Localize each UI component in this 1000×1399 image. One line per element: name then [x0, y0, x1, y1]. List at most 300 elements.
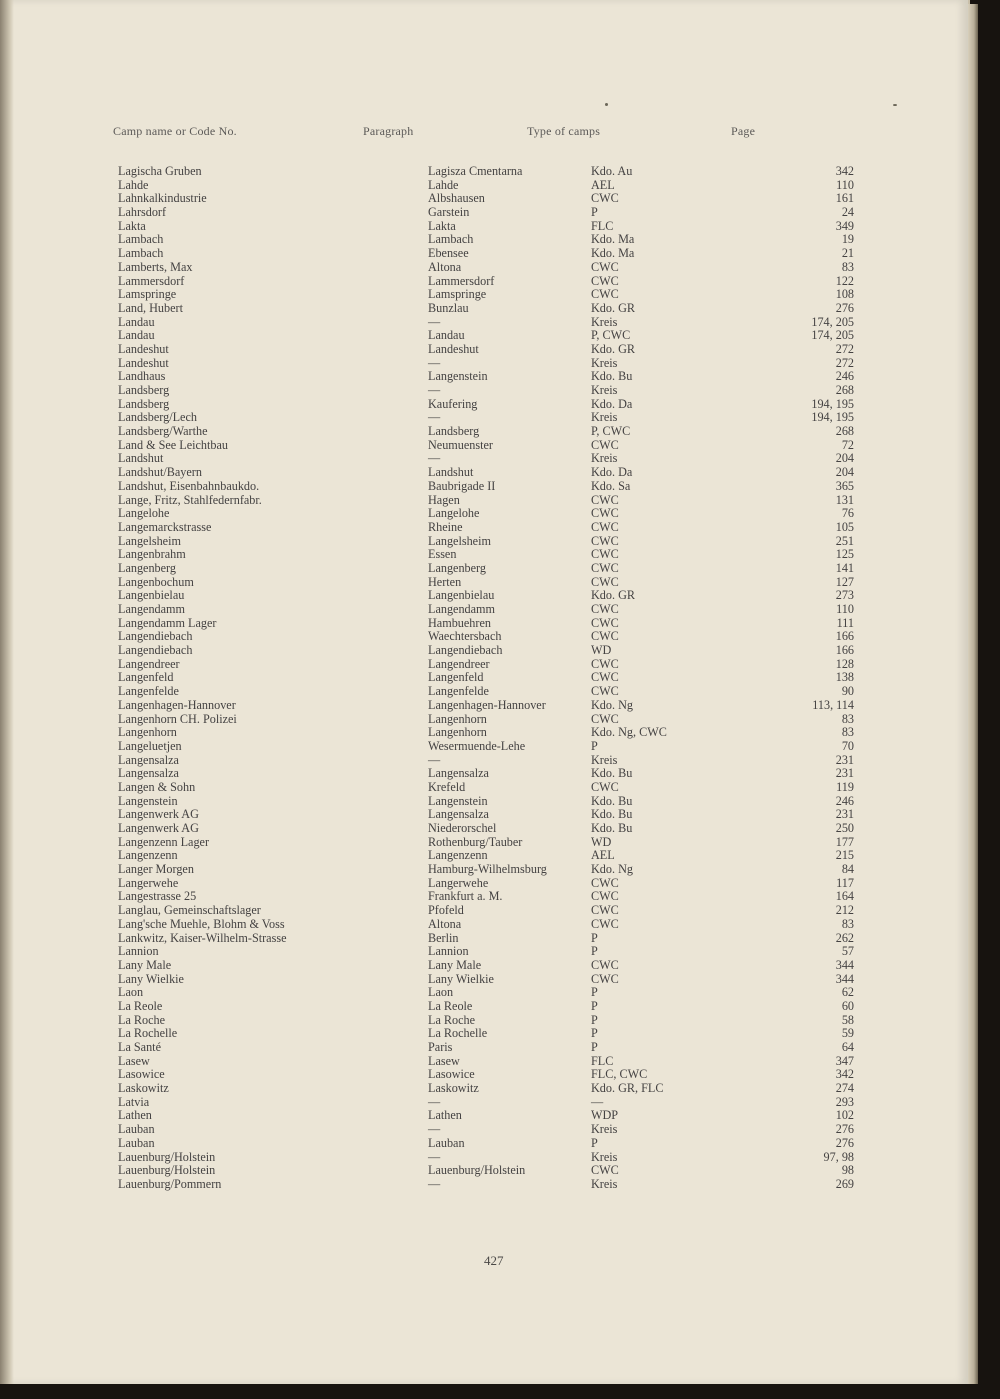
table-row	[0, 425, 968, 439]
type-cell: —	[591, 1094, 604, 1109]
camp-name-cell: Langelsheim	[118, 533, 181, 548]
camp-name-cell: Lagischa Gruben	[118, 164, 202, 178]
camp-name-cell: Lauban	[118, 1135, 155, 1150]
type-cell: P	[591, 1012, 598, 1027]
page-cell: 204	[835, 465, 854, 480]
paragraph-cell: Rothenburg/Tauber	[428, 834, 523, 849]
table-row	[0, 1178, 968, 1192]
table-row	[0, 1151, 968, 1165]
paragraph-cell: Krefeld	[428, 779, 466, 794]
table-row	[0, 945, 968, 959]
page-cell: 125	[835, 547, 854, 562]
table-row	[0, 781, 968, 795]
page-cell: 177	[835, 834, 854, 849]
table-row	[0, 548, 968, 562]
paragraph-cell: Kaufering	[428, 396, 478, 411]
table-row	[0, 288, 968, 302]
page-cell: 110	[836, 602, 854, 616]
camp-name-cell: Langenzenn Lager	[118, 834, 210, 849]
type-cell: Kreis	[591, 314, 618, 329]
type-cell: Kreis	[591, 1176, 618, 1191]
paragraph-cell: Langendreer	[428, 656, 490, 671]
type-cell: Kdo. GR, FLC	[591, 1081, 664, 1096]
paragraph-cell: La Roche	[428, 1012, 476, 1027]
paper-speck	[893, 104, 897, 106]
paragraph-cell: Lauban	[428, 1135, 465, 1150]
type-cell: Kdo. GR	[591, 341, 636, 356]
table-row	[0, 1109, 968, 1123]
type-cell: Kdo. Ma	[591, 232, 635, 247]
camp-name-cell: Lathen	[118, 1108, 152, 1123]
table-row	[0, 562, 968, 576]
type-cell: Kdo. Ng	[591, 697, 633, 712]
type-cell: CWC	[591, 547, 619, 562]
page-cell: 246	[835, 793, 854, 808]
paragraph-cell: Langelsheim	[428, 533, 491, 548]
paragraph-cell: Landsberg	[428, 424, 480, 439]
table-row	[0, 959, 968, 973]
page-cell: 21	[841, 246, 854, 261]
type-cell: P, CWC	[591, 424, 631, 439]
page-cell: 212	[835, 903, 854, 918]
type-cell: CWC	[591, 916, 619, 931]
type-cell: P	[591, 998, 598, 1013]
type-cell: CWC	[591, 629, 619, 644]
table-row	[0, 822, 968, 836]
type-cell: Kreis	[591, 355, 618, 370]
type-cell: Kdo. GR	[591, 300, 636, 315]
table-row	[0, 685, 968, 699]
camp-name-cell: Lahde	[118, 177, 149, 192]
camp-name-cell: Lauenburg/Holstein	[118, 1149, 216, 1164]
table-row	[0, 494, 968, 508]
paragraph-cell: Langelohe	[428, 506, 480, 521]
camp-name-cell: Lamspringe	[118, 287, 177, 302]
type-cell: Kreis	[591, 1149, 618, 1164]
type-cell: Kreis	[591, 383, 618, 397]
page-cell: 70	[841, 738, 854, 753]
table-row	[0, 589, 968, 603]
type-cell: P	[591, 930, 598, 945]
page-cell: 58	[841, 1012, 854, 1027]
type-cell: CWC	[591, 711, 619, 726]
camp-name-cell: Langen & Sohn	[118, 779, 196, 794]
page-number: 427	[484, 1253, 504, 1268]
camp-name-cell: Landeshut	[118, 341, 169, 356]
paragraph-cell: Lathen	[428, 1108, 462, 1123]
camp-name-cell: Langendamm	[118, 602, 186, 616]
type-cell: Kdo. Sa	[591, 478, 631, 493]
page-cell: 349	[835, 218, 854, 233]
camp-name-cell: Langenhagen-Hannover	[118, 697, 236, 712]
table-row	[0, 740, 968, 754]
table-row	[0, 370, 968, 384]
paragraph-cell: Langendamm	[428, 602, 496, 616]
page-cell: 269	[835, 1176, 854, 1191]
paragraph-cell: Landau	[428, 328, 465, 343]
paragraph-cell: Waechtersbach	[428, 629, 502, 644]
camp-name-cell: Lahrsdorf	[118, 205, 167, 220]
page-cell: 64	[841, 1040, 854, 1054]
table-row	[0, 192, 968, 206]
camp-name-cell: Lauenburg/Holstein	[118, 1163, 216, 1178]
paragraph-cell: Lakta	[428, 218, 456, 233]
type-cell: Kdo. GR	[591, 588, 636, 603]
page-cell: 24	[841, 205, 854, 220]
camp-name-cell: Lasew	[118, 1053, 150, 1068]
type-cell: CWC	[591, 287, 619, 302]
page-cell: 164	[835, 889, 854, 904]
camp-name-cell: La Reole	[118, 998, 163, 1013]
camp-name-cell: Lambach	[118, 232, 164, 247]
camp-name-cell: Lammersdorf	[118, 273, 185, 288]
table-row	[0, 165, 968, 179]
table-row	[0, 617, 968, 631]
camp-name-cell: Lannion	[118, 944, 159, 959]
type-cell: CWC	[591, 656, 619, 671]
camp-name-cell: Langenzenn	[118, 848, 178, 863]
page-cell: 128	[835, 656, 854, 671]
paragraph-cell: Langenstein	[428, 793, 488, 808]
type-cell: FLC	[591, 1053, 614, 1068]
page-cell: 365	[835, 478, 854, 493]
paragraph-cell: Lammersdorf	[428, 273, 495, 288]
type-cell: CWC	[591, 684, 619, 699]
paragraph-cell: —	[428, 383, 441, 397]
page-cell: 127	[835, 574, 854, 589]
page-cell: 131	[835, 492, 854, 507]
page-cell: 161	[835, 191, 854, 206]
paragraph-cell: La Reole	[428, 998, 473, 1013]
camp-name-cell: Laskowitz	[118, 1081, 169, 1096]
page-cell: 174, 205	[811, 314, 854, 329]
type-cell: AEL	[591, 177, 615, 192]
type-cell: Kdo. Ng	[591, 862, 633, 877]
paragraph-cell: Herten	[428, 574, 462, 589]
paragraph-cell: Hamburg-Wilhelmsburg	[428, 862, 547, 877]
table-row	[0, 247, 968, 261]
type-cell: Kreis	[591, 451, 618, 466]
table-row	[0, 329, 968, 343]
paragraph-cell: Langenfelde	[428, 684, 489, 699]
camp-name-cell: Landsberg/Warthe	[118, 424, 208, 439]
type-cell: CWC	[591, 971, 619, 986]
table-row	[0, 1000, 968, 1014]
header-page: Page	[731, 124, 756, 138]
table-row	[0, 357, 968, 371]
camp-name-cell: Lakta	[118, 218, 146, 233]
page-cell: 276	[835, 1122, 854, 1137]
type-cell: CWC	[591, 957, 619, 972]
paragraph-cell: —	[428, 451, 441, 466]
camp-name-cell: Langensalza	[118, 752, 179, 767]
page-cell: 174, 205	[811, 328, 854, 343]
page-cell: 57	[841, 944, 854, 959]
page-edge	[968, 4, 978, 1384]
camp-name-cell: Lankwitz, Kaiser-Wilhelm-Strasse	[118, 930, 287, 945]
table-row	[0, 699, 968, 713]
page-cell: 84	[841, 862, 854, 877]
table-row	[0, 726, 968, 740]
paragraph-cell: —	[428, 1122, 441, 1137]
paragraph-cell: —	[428, 410, 441, 425]
table-row	[0, 890, 968, 904]
type-cell: CWC	[591, 615, 619, 630]
camp-name-cell: Langer Morgen	[118, 862, 194, 877]
page-cell: 273	[835, 588, 854, 603]
column-header-row	[0, 124, 968, 142]
table-row	[0, 1027, 968, 1041]
paragraph-cell: Baubrigade II	[428, 478, 496, 493]
page-cell: 231	[835, 766, 854, 781]
paragraph-cell: Langenhagen-Hannover	[428, 697, 546, 712]
table-row	[0, 671, 968, 685]
table-row	[0, 836, 968, 850]
table-row	[0, 1068, 968, 1082]
type-cell: P	[591, 1026, 598, 1041]
type-cell: CWC	[591, 903, 619, 918]
page-cell: 111	[836, 615, 854, 630]
type-cell: CWC	[591, 533, 619, 548]
paragraph-cell: Hambuehren	[428, 615, 491, 630]
type-cell: CWC	[591, 273, 619, 288]
table-row	[0, 398, 968, 412]
paragraph-cell: —	[428, 752, 441, 767]
table-row	[0, 877, 968, 891]
paragraph-cell: Lagisza Cmentarna	[428, 164, 523, 178]
type-cell: WDP	[591, 1108, 619, 1123]
page-cell: 342	[835, 164, 854, 178]
page-cell: 342	[835, 1067, 854, 1082]
camp-name-cell: Langenhorn	[118, 725, 177, 740]
paragraph-cell: La Rochelle	[428, 1026, 488, 1041]
camp-name-cell: Langerwehe	[118, 875, 179, 890]
paragraph-cell: Langensalza	[428, 766, 489, 781]
page-cell: 110	[836, 177, 854, 192]
table-row	[0, 754, 968, 768]
type-cell: Kdo. Bu	[591, 821, 633, 835]
camp-name-cell: Langenwerk AG	[118, 821, 199, 835]
table-row	[0, 576, 968, 590]
paragraph-cell: Langenzenn	[428, 848, 488, 863]
page-cell: 60	[841, 998, 854, 1013]
type-cell: WD	[591, 643, 612, 658]
paragraph-cell: Lany Wielkie	[428, 971, 494, 986]
page-cell: 105	[835, 519, 854, 534]
page-cell: 272	[835, 341, 854, 356]
paragraph-cell: Langenbielau	[428, 588, 495, 603]
camp-name-cell: Lamberts, Max	[118, 259, 193, 274]
paragraph-cell: Lany Male	[428, 957, 482, 972]
table-row	[0, 849, 968, 863]
page-cell: 204	[835, 451, 854, 466]
page-cell: 90	[841, 684, 854, 699]
camp-name-cell: Lasowice	[118, 1067, 165, 1082]
type-cell: P	[591, 985, 598, 1000]
paragraph-cell: —	[428, 1149, 441, 1164]
table-row	[0, 973, 968, 987]
page-cell: 268	[835, 383, 854, 397]
table-row	[0, 767, 968, 781]
type-cell: CWC	[591, 560, 619, 575]
camp-name-cell: Langendamm Lager	[118, 615, 217, 630]
page-cell: 246	[835, 369, 854, 384]
camp-name-cell: Landshut, Eisenbahnbaukdo.	[118, 478, 260, 493]
camp-name-cell: Lauenburg/Pommern	[118, 1176, 222, 1191]
page-cell: 166	[835, 629, 854, 644]
type-cell: Kdo. Ma	[591, 246, 635, 261]
camp-name-cell: Langendreer	[118, 656, 180, 671]
type-cell: CWC	[591, 1163, 619, 1178]
page-cell: 83	[841, 725, 854, 740]
type-cell: AEL	[591, 848, 615, 863]
header-type-of-camps: Type of camps	[527, 124, 601, 138]
table-row	[0, 507, 968, 521]
camp-name-cell: Lange, Fritz, Stahlfedernfabr.	[118, 492, 262, 507]
type-cell: P	[591, 1040, 598, 1054]
table-row	[0, 261, 968, 275]
table-row	[0, 932, 968, 946]
paragraph-cell: Essen	[428, 547, 457, 562]
paragraph-cell: Lambach	[428, 232, 474, 247]
page-cell: 141	[835, 560, 854, 575]
paragraph-cell: Landshut	[428, 465, 474, 480]
paragraph-cell: Laskowitz	[428, 1081, 479, 1096]
camp-name-cell: Land & See Leichtbau	[118, 437, 228, 452]
page-cell: 117	[836, 875, 854, 890]
page-cell: 138	[835, 670, 854, 685]
paragraph-cell: Niederorschel	[428, 821, 497, 835]
page-cell: 108	[835, 287, 854, 302]
type-cell: CWC	[591, 602, 619, 616]
camp-name-cell: Landau	[118, 314, 155, 329]
camp-name-cell: Lambach	[118, 246, 164, 261]
paragraph-cell: Langenfeld	[428, 670, 484, 685]
camp-name-cell: Langenbielau	[118, 588, 185, 603]
page-cell: 215	[835, 848, 854, 863]
paragraph-cell: Hagen	[428, 492, 460, 507]
camp-name-cell: La Roche	[118, 1012, 166, 1027]
page-cell: 262	[835, 930, 854, 945]
table-row	[0, 521, 968, 535]
page-cell: 83	[841, 916, 854, 931]
type-cell: P, CWC	[591, 328, 631, 343]
table-row	[0, 439, 968, 453]
table-row	[0, 302, 968, 316]
camp-name-cell: Latvia	[118, 1094, 150, 1109]
camp-name-cell: Lahnkalkindustrie	[118, 191, 207, 206]
type-cell: Kreis	[591, 752, 618, 767]
camp-name-cell: Langenberg	[118, 560, 176, 575]
page-cell: 231	[835, 807, 854, 822]
camp-name-cell: Landhaus	[118, 369, 166, 384]
camp-name-cell: Langenbochum	[118, 574, 194, 589]
page-cell: 268	[835, 424, 854, 439]
camp-name-cell: Langenfelde	[118, 684, 179, 699]
table-row	[0, 1137, 968, 1151]
paragraph-cell: Langenstein	[428, 369, 488, 384]
paragraph-cell: Berlin	[428, 930, 459, 945]
paragraph-cell: Lahde	[428, 177, 459, 192]
page-cell: 344	[835, 957, 854, 972]
page-cell: 83	[841, 711, 854, 726]
table-row	[0, 206, 968, 220]
header-camp-name: Camp name or Code No.	[113, 124, 237, 138]
camp-name-cell: Landeshut	[118, 355, 169, 370]
camp-name-cell: Langenbrahm	[118, 547, 186, 562]
page-cell: 194, 195	[811, 396, 854, 411]
page-cell: 113, 114	[812, 697, 854, 712]
camp-name-cell: Lang'sche Muehle, Blohm & Voss	[118, 916, 285, 931]
table-row	[0, 1082, 968, 1096]
table-row	[0, 316, 968, 330]
page-cell: 274	[835, 1081, 854, 1096]
table-row	[0, 1123, 968, 1137]
type-cell: CWC	[591, 437, 619, 452]
paragraph-cell: Garstein	[428, 205, 470, 220]
table-row	[0, 863, 968, 877]
page-cell: 62	[841, 985, 854, 1000]
page-cell: 97, 98	[823, 1149, 854, 1164]
page-cell: 194, 195	[811, 410, 854, 425]
type-cell: P	[591, 944, 598, 959]
page-cell: 272	[835, 355, 854, 370]
camp-name-cell: La Santé	[118, 1040, 161, 1054]
page-cell: 83	[841, 259, 854, 274]
page-cell: 344	[835, 971, 854, 986]
camp-name-cell: Langenhorn CH. Polizei	[118, 711, 237, 726]
paragraph-cell: —	[428, 1094, 441, 1109]
paragraph-cell: Ebensee	[428, 246, 469, 261]
type-cell: Kreis	[591, 1122, 618, 1137]
paragraph-cell: Langendiebach	[428, 643, 503, 658]
table-row	[0, 452, 968, 466]
paragraph-cell: Lauenburg/Holstein	[428, 1163, 526, 1178]
camp-name-cell: Landsberg	[118, 396, 170, 411]
paragraph-cell: Langenhorn	[428, 711, 487, 726]
page-cell: 231	[835, 752, 854, 767]
type-cell: Kdo. Bu	[591, 807, 633, 822]
page-cell: 59	[841, 1026, 854, 1041]
type-cell: P	[591, 738, 598, 753]
table-row	[0, 795, 968, 809]
table-row	[0, 480, 968, 494]
table-row	[0, 1041, 968, 1055]
type-cell: P	[591, 205, 598, 220]
camp-name-cell: Lany Male	[118, 957, 172, 972]
type-cell: Kdo. Bu	[591, 369, 633, 384]
camp-name-cell: Lany Wielkie	[118, 971, 184, 986]
type-cell: CWC	[591, 875, 619, 890]
paragraph-cell: Langensalza	[428, 807, 489, 822]
table-row	[0, 808, 968, 822]
type-cell: CWC	[591, 519, 619, 534]
camp-name-cell: Langendiebach	[118, 629, 193, 644]
page-cell: 347	[835, 1053, 854, 1068]
table-row	[0, 1055, 968, 1069]
camp-name-cell: Land, Hubert	[118, 300, 183, 315]
camp-name-cell: Landau	[118, 328, 155, 343]
paper-speck	[605, 103, 608, 106]
table-row	[0, 630, 968, 644]
paragraph-cell: Lannion	[428, 944, 469, 959]
page-cell: 102	[835, 1108, 854, 1123]
paragraph-cell: Frankfurt a. M.	[428, 889, 503, 904]
type-cell: Kdo. Da	[591, 396, 633, 411]
table-row	[0, 1164, 968, 1178]
type-cell: CWC	[591, 779, 619, 794]
table-row	[0, 658, 968, 672]
